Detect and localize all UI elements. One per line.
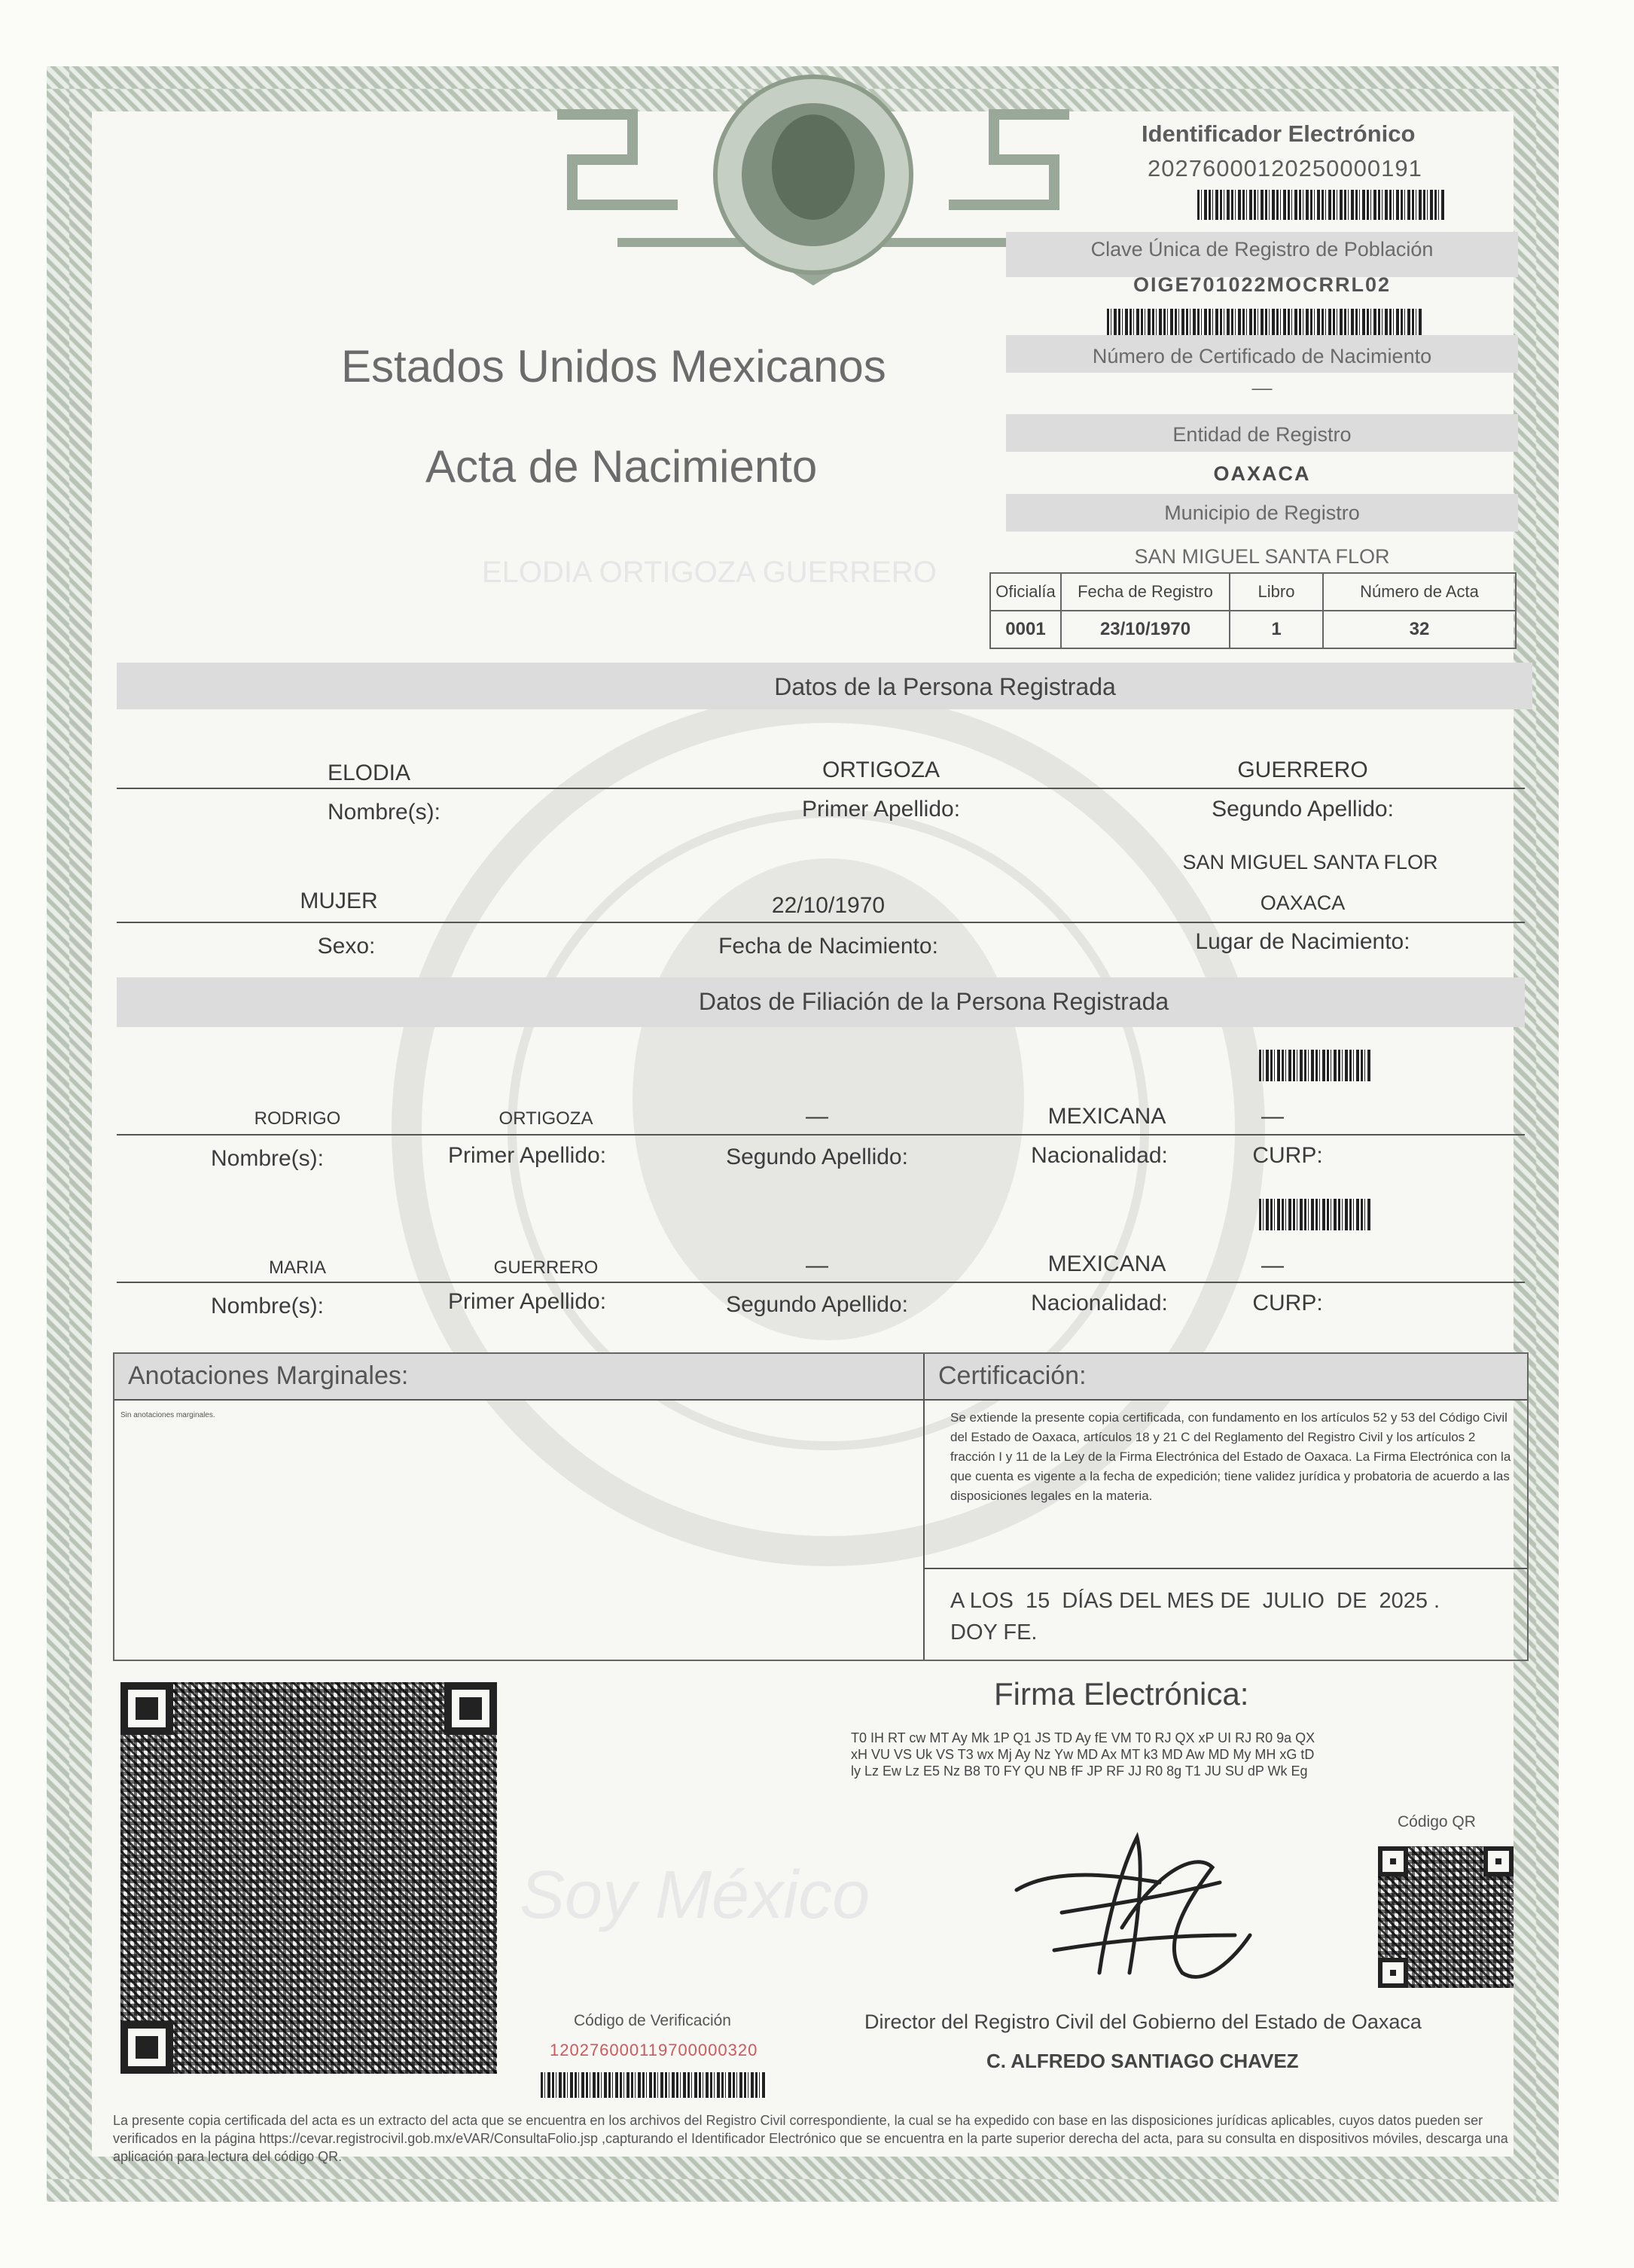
signature-hash-line1: T0 IH RT cw MT Ay Mk 1P Q1 JS TD Ay fE VM T0 RJ QX xP UI RJ R0 9a QX: [851, 1730, 1315, 1745]
curp-value: OIGE701022MOCRRL02: [1133, 273, 1392, 296]
parent1-line: [117, 1134, 1525, 1136]
qr-finder-top-left: [120, 1682, 173, 1735]
parent2-curp: —: [1261, 1253, 1284, 1278]
signature-hash-line3: ly Lz Ew Lz E5 Nz B8 T0 FY QU NB fF JP RF JJ R0 8g T1 JU SU dP Wk Eg: [851, 1763, 1308, 1779]
birth-certificate-label: Número de Certificado de Nacimiento: [1092, 345, 1432, 367]
person-first-surname: ORTIGOZA: [822, 758, 940, 782]
small-qr-finder-tl: [1378, 1846, 1408, 1876]
parent1-second-surname-label: Segundo Apellido:: [726, 1145, 908, 1169]
person-birth-date-label: Fecha de Nacimiento:: [718, 934, 938, 959]
small-qr-label: Código QR: [1398, 1813, 1476, 1831]
annotations-title: Anotaciones Marginales:: [128, 1361, 409, 1390]
certification-date: A LOS 15 DÍAS DEL MES DE JULIO DE 2025 .: [950, 1589, 1440, 1613]
verification-qr-code: [120, 1682, 497, 2074]
person-birth-place-label: Lugar de Nacimiento:: [1195, 929, 1410, 954]
value-libro: 1: [1230, 611, 1323, 648]
person-first-surname-label: Primer Apellido:: [801, 797, 961, 822]
parent1-name-label: Nombre(s):: [210, 1146, 324, 1171]
box-header-divider: [114, 1399, 1527, 1401]
header-libro: Libro: [1230, 573, 1323, 611]
parent2-name: MARIA: [268, 1257, 326, 1278]
header-fecha-registro: Fecha de Registro: [1061, 573, 1230, 611]
registry-table: [989, 572, 1517, 649]
header-oficialia: Oficialía: [990, 573, 1061, 611]
registry-municipality-label: Municipio de Registro: [1164, 501, 1360, 524]
verification-code-label: Código de Verificación: [574, 2012, 731, 2029]
certification-title: Certificación:: [938, 1361, 1087, 1390]
certification-text: Se extiende la presente copia certificada, con fundamento en los artículos 52 y 53 del Código Civil del Estado de Oaxaca, artículos 18 y 21 C del Reglamento del Registro Civil y los artículos 2 fracción I y 11 de la Ley de la Firma Electrónica del Estado de Oaxaca. La Firma Electrónica con la que cuenta es vigente a la fecha de expedición; tiene validez jurídica y probatoria de acuerdo a las disposiciones legales en la materia.: [950, 1410, 1511, 1503]
parent1-nationality: MEXICANA: [1047, 1104, 1166, 1129]
parent2-name-label: Nombre(s):: [210, 1294, 324, 1318]
electronic-id-label: Identificador Electrónico: [1142, 120, 1416, 147]
curp-label: Clave Única de Registro de Población: [1090, 238, 1434, 261]
parent2-first-surname: GUERRERO: [493, 1257, 599, 1278]
parent1-curp-label: CURP:: [1252, 1143, 1323, 1168]
parent2-nationality: MEXICANA: [1047, 1251, 1166, 1276]
box-vertical-divider: [923, 1354, 925, 1660]
person-sex: MUJER: [300, 889, 378, 913]
verification-barcode: [541, 2072, 767, 2098]
signature-hash-line2: xH VU VS Uk VS T3 wx Mj Ay Nz Yw MD Ax MT k3 MD Aw MD My MH xG tD: [851, 1747, 1315, 1762]
parent2-nationality-label: Nacionalidad:: [1031, 1291, 1168, 1315]
parent1-nationality-label: Nacionalidad:: [1031, 1143, 1168, 1168]
director-title: Director del Registro Civil del Gobierno del Estado de Oaxaca: [864, 2010, 1422, 2033]
verification-code-value: 120276000119700000320: [550, 2041, 758, 2059]
person-birth-date: 22/10/1970: [771, 893, 886, 918]
curp-barcode: [1107, 309, 1423, 336]
parent2-line: [117, 1282, 1525, 1283]
parent2-second-surname-label: Segundo Apellido:: [726, 1292, 908, 1317]
footer-note: La presente copia certificada del acta es un extracto del acta que se encuentra en los archivos del Registro Civil correspondiente, la cual se ha expedido con base en las disposiciones jurídicas aplicables, cuyos datos pueden ser verificados en la página https://cevar.registrocivil.gob.mx/eVAR/ConsultaFolio.jsp ,capturando el Identificador Electrónico que se encuentra en la parte superior derecha del acta, para su consulta en dispositivos móviles, descarga una aplicación para lectura del código QR.: [113, 2113, 1508, 2164]
parent1-curp: —: [1261, 1104, 1284, 1129]
header-numero-acta: Número de Acta: [1323, 573, 1516, 611]
soy-mexico-watermark: Soy México: [520, 1858, 870, 1933]
parent1-first-surname-label: Primer Apellido:: [447, 1143, 607, 1168]
country-title: Estados Unidos Mexicanos: [341, 341, 886, 392]
parent1-name: RODRIGO: [254, 1108, 341, 1129]
value-numero-acta: 32: [1323, 611, 1516, 648]
director-name: C. ALFREDO SANTIAGO CHAVEZ: [986, 2050, 1299, 2072]
parent2-curp-label: CURP:: [1252, 1291, 1323, 1315]
annotations-text: Sin anotaciones marginales.: [120, 1411, 215, 1419]
person-birth-place-line1: SAN MIGUEL SANTA FLOR: [1182, 851, 1438, 873]
person-line-1: [117, 788, 1525, 789]
electronic-id-value: 20276000120250000191: [1148, 155, 1422, 181]
person-line-2: [117, 922, 1525, 923]
person-birth-place-line2: OAXACA: [1260, 892, 1346, 914]
qr-finder-bottom-left: [120, 2021, 173, 2074]
registry-entity-label: Entidad de Registro: [1172, 423, 1352, 446]
parent1-second-surname: —: [806, 1104, 828, 1129]
certification-inner-divider: [925, 1568, 1527, 1569]
filiation-section-title: Datos de Filiación de la Persona Registrada: [698, 988, 1169, 1015]
person-sex-label: Sexo:: [317, 934, 376, 959]
document-title: Acta de Nacimiento: [425, 441, 818, 492]
small-qr-finder-tr: [1483, 1846, 1514, 1876]
small-qr-finder-bl: [1378, 1958, 1408, 1988]
parent1-barcode: [1259, 1050, 1372, 1081]
parent2-barcode: [1259, 1199, 1372, 1230]
value-oficialia: 0001: [990, 611, 1061, 648]
parent2-first-surname-label: Primer Apellido:: [447, 1289, 607, 1314]
person-second-surname-label: Segundo Apellido:: [1212, 797, 1394, 822]
person-section-title: Datos de la Persona Registrada: [774, 673, 1116, 700]
qr-finder-top-right: [444, 1682, 497, 1735]
parent2-second-surname: —: [806, 1253, 828, 1278]
electronic-id-barcode: [1197, 190, 1446, 220]
person-name: ELODIA: [327, 761, 411, 785]
value-fecha-registro: 23/10/1970: [1061, 611, 1230, 648]
registry-municipality-value: SAN MIGUEL SANTA FLOR: [1134, 545, 1390, 568]
person-second-surname: GUERRERO: [1237, 758, 1368, 782]
birth-certificate-value: —: [1251, 376, 1273, 399]
certification-doy-fe: DOY FE.: [950, 1620, 1038, 1645]
electronic-signature-title: Firma Electrónica:: [994, 1676, 1249, 1712]
parent1-first-surname: ORTIGOZA: [498, 1108, 593, 1129]
faded-name-watermark: ELODIA ORTIGOZA GUERRERO: [482, 556, 937, 589]
person-name-label: Nombre(s):: [327, 800, 441, 825]
registry-entity-value: OAXACA: [1213, 462, 1311, 485]
handwritten-signature: [1009, 1822, 1265, 1995]
